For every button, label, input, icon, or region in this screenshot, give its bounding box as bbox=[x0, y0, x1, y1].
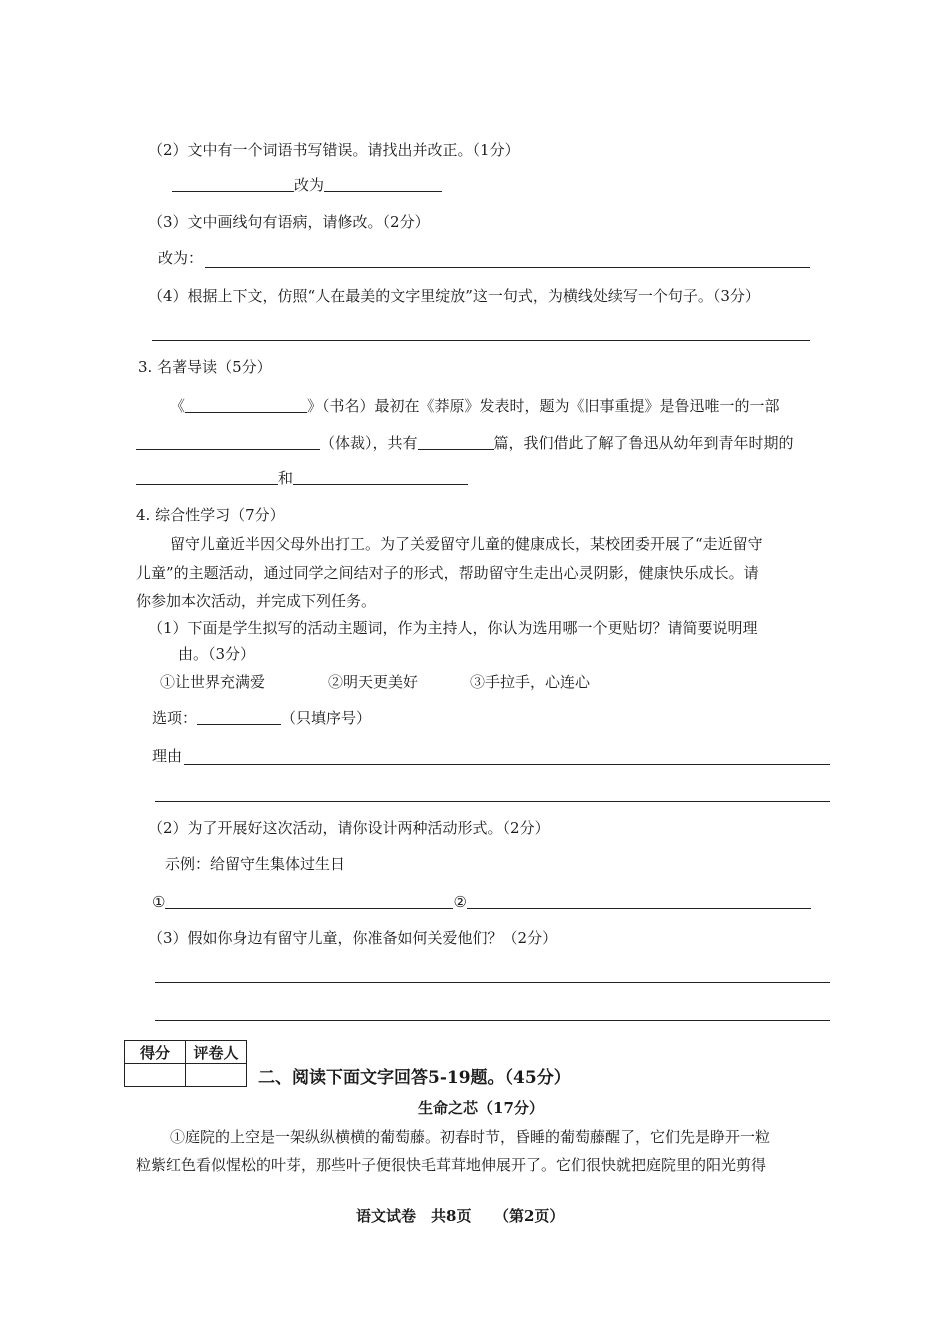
score-cell[interactable] bbox=[125, 1064, 186, 1087]
choice-blank[interactable] bbox=[197, 708, 281, 725]
question-2-3-prompt: （3）文中画线句有语病，请修改。（2分） bbox=[148, 213, 430, 231]
option-1: ①让世界充满爱 bbox=[160, 673, 266, 691]
question-4-intro-2: 儿童”的主题活动，通过同学之间结对子的形式，帮助留守生走出心灵阴影，健康快乐成长。请 bbox=[136, 564, 759, 582]
correct-word-blank[interactable] bbox=[324, 175, 442, 192]
book-title-blank[interactable] bbox=[185, 396, 307, 413]
option-2: ②明天更美好 bbox=[328, 673, 419, 691]
article-paragraph-1-line-1: ①庭院的上空是一架纵纵横横的葡萄藤。初春时节，昏睡的葡萄藤醒了，它们先是睁开一粒 bbox=[170, 1128, 771, 1146]
activity-blank-2[interactable] bbox=[467, 892, 811, 909]
grader-header: 评卷人 bbox=[186, 1041, 247, 1064]
question-4-1-prompt: （1）下面是学生拟写的活动主题词，作为主持人，你认为选用哪一个更贴切？请简要说明理 bbox=[148, 619, 758, 637]
question-4-2-prompt: （2）为了开展好这次活动，请你设计两种活动形式。（2分） bbox=[148, 819, 550, 837]
choice-line: 选项： （只填序号） bbox=[152, 709, 372, 727]
question-4-2-example: 示例：给留守生集体过生日 bbox=[165, 855, 346, 873]
question-3-heading: 3. 名著导读（5分） bbox=[138, 358, 272, 376]
article-paragraph-1-line-2: 粒紫红色看似惺松的叶芽，那些叶子便很快毛茸茸地伸展开了。它们很快就把庭院里的阳光剪得 bbox=[136, 1156, 767, 1174]
question-4-1-prompt-cont: 由。（3分） bbox=[178, 645, 256, 663]
question-3-line-1: 《 》（书名）最初在《莽原》发表时，题为《旧事重提》是鲁迅唯一的一部 bbox=[170, 397, 780, 415]
genre-blank[interactable] bbox=[136, 433, 320, 450]
period-blank-1[interactable] bbox=[136, 468, 278, 485]
section-2-title: 二、阅读下面文字回答5-19题。（45分） bbox=[258, 1068, 571, 1088]
question-4-3-prompt: （3）假如你身边有留守儿童，你准备如何关爱他们？（2分） bbox=[148, 929, 558, 947]
question-4-intro-1: 留守儿童近半因父母外出打工。为了关爱留守儿童的健康成长，某校团委开展了“走近留守 bbox=[170, 535, 763, 553]
reason-line-1[interactable] bbox=[184, 764, 830, 765]
question-2-4-answer-line[interactable] bbox=[152, 340, 810, 341]
care-answer-line-1[interactable] bbox=[155, 982, 830, 983]
question-3-line-3: 和 bbox=[136, 468, 468, 488]
question-4-heading: 4. 综合性学习（7分） bbox=[136, 506, 285, 524]
grader-cell[interactable] bbox=[186, 1064, 247, 1087]
question-4-intro-3: 你参加本次活动，并完成下列任务。 bbox=[136, 592, 377, 610]
question-2-4-prompt: （4）根据上下文，仿照“人在最美的文字里绽放”这一句式，为横线处续写一个句子。（3分） bbox=[148, 287, 760, 305]
score-header: 得分 bbox=[125, 1041, 186, 1064]
question-2-3-answer-line[interactable] bbox=[205, 267, 810, 268]
care-answer-line-2[interactable] bbox=[155, 1020, 830, 1021]
score-table bbox=[124, 1040, 247, 1087]
period-blank-2[interactable] bbox=[293, 468, 468, 485]
article-title: 生命之芯（17分） bbox=[418, 1099, 544, 1117]
page-footer: 语文试卷 共8页 （第2页） bbox=[356, 1207, 565, 1225]
option-3: ③手拉手，心连心 bbox=[470, 673, 591, 691]
activity-blank-1[interactable] bbox=[165, 892, 453, 909]
question-2-2-answer-line bbox=[172, 175, 442, 195]
reason-line-2[interactable] bbox=[155, 801, 830, 802]
question-2-2-prompt: （2）文中有一个词语书写错误。请找出并改正。（1分） bbox=[148, 141, 520, 159]
wrong-word-blank[interactable] bbox=[172, 175, 294, 192]
question-3-line-2: （体裁），共有 篇，我们借此了解了鲁迅从幼年到青年时期的 bbox=[136, 433, 794, 453]
correction-label: 改为 bbox=[294, 176, 325, 194]
count-blank[interactable] bbox=[418, 433, 494, 450]
reason-label: 理由 bbox=[152, 747, 183, 765]
activity-answer-line: ① ② bbox=[152, 892, 811, 912]
question-2-3-answer-label: 改为： bbox=[158, 249, 204, 267]
